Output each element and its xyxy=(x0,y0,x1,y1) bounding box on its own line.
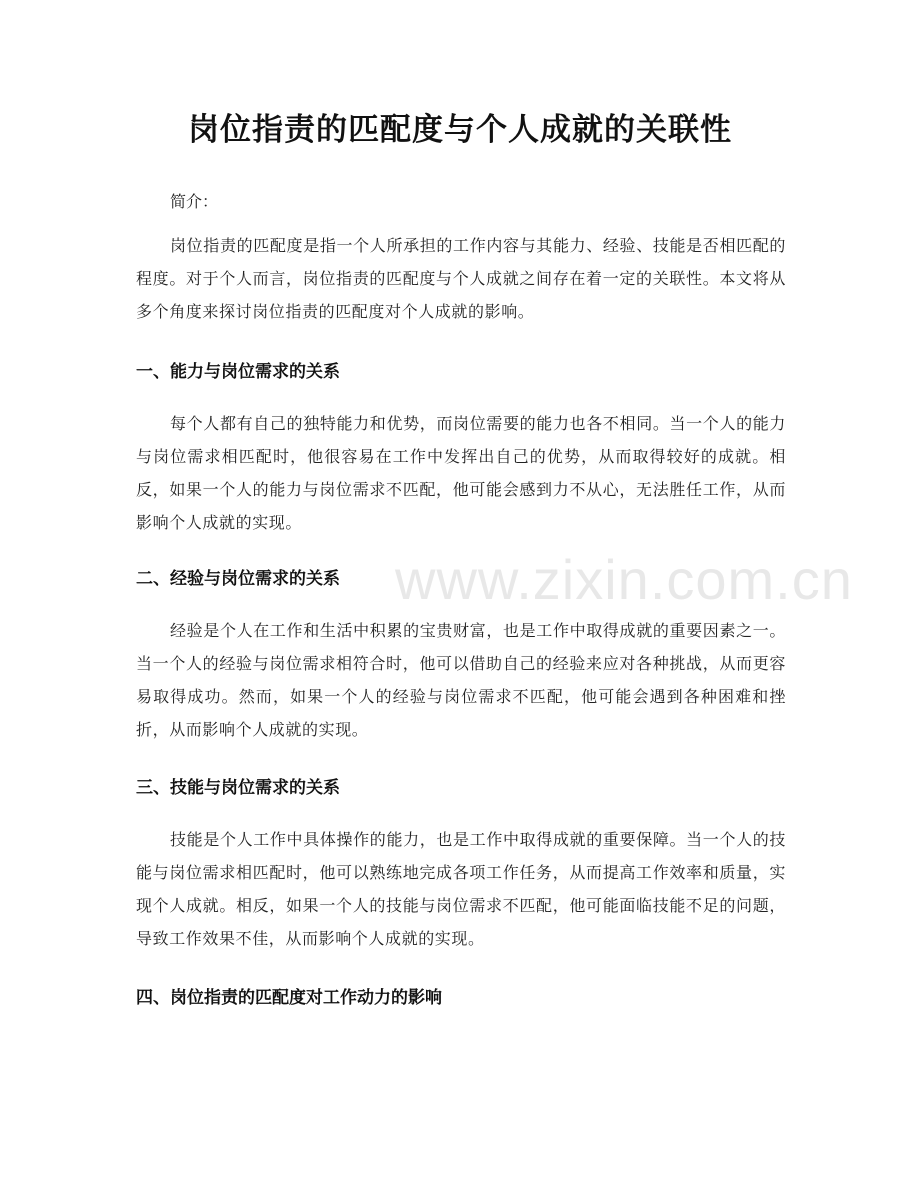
watermark: www.zixin.com.cn xyxy=(395,548,853,611)
section-paragraph-2: 经验是个人在工作和生活中积累的宝贵财富，也是工作中取得成就的重要因素之一。当一个人的经验与岗位需求相符合时，他可以借助自己的经验来应对各种挑战，从而更容易取得成功。然而，如果一个人的经验与岗位需求不匹配，他可能会遇到各种困难和挫折，从而影响个人成就的实现。 xyxy=(136,621,786,739)
section-heading-2: 二、经验与岗位需求的关系 xyxy=(136,569,340,589)
intro-paragraph: 岗位指责的匹配度是指一个人所承担的工作内容与其能力、经验、技能是否相匹配的程度。对于个人而言，岗位指责的匹配度与个人成就之间存在着一定的关联性。本文将从多个角度来探讨岗位指责的匹配度对个人成就的影响。 xyxy=(136,236,786,321)
section-heading-3: 三、技能与岗位需求的关系 xyxy=(136,778,340,798)
section-paragraph-1: 每个人都有自己的独特能力和优势，而岗位需要的能力也各不相同。当一个人的能力与岗位需求相匹配时，他很容易在工作中发挥出自己的优势，从而取得较好的成就。相反，如果一个人的能力与岗位需求不匹配，他可能会感到力不从心，无法胜任工作，从而影响个人成就的实现。 xyxy=(136,414,786,532)
section-heading-1: 一、能力与岗位需求的关系 xyxy=(136,362,340,382)
section-heading-4: 四、岗位指责的匹配度对工作动力的影响 xyxy=(136,988,442,1008)
document-title: 岗位指责的匹配度与个人成就的关联性 xyxy=(188,112,732,148)
section-paragraph-3: 技能是个人工作中具体操作的能力，也是工作中取得成就的重要保障。当一个人的技能与岗位需求相匹配时，他可以熟练地完成各项工作任务，从而提高工作效率和质量，实现个人成就。相反，如果一个人的技能与岗位需求不匹配，他可能面临技能不足的问题，导致工作效果不佳，从而影响个人成就的实现。 xyxy=(136,830,786,948)
intro-label: 简介： xyxy=(170,192,219,211)
